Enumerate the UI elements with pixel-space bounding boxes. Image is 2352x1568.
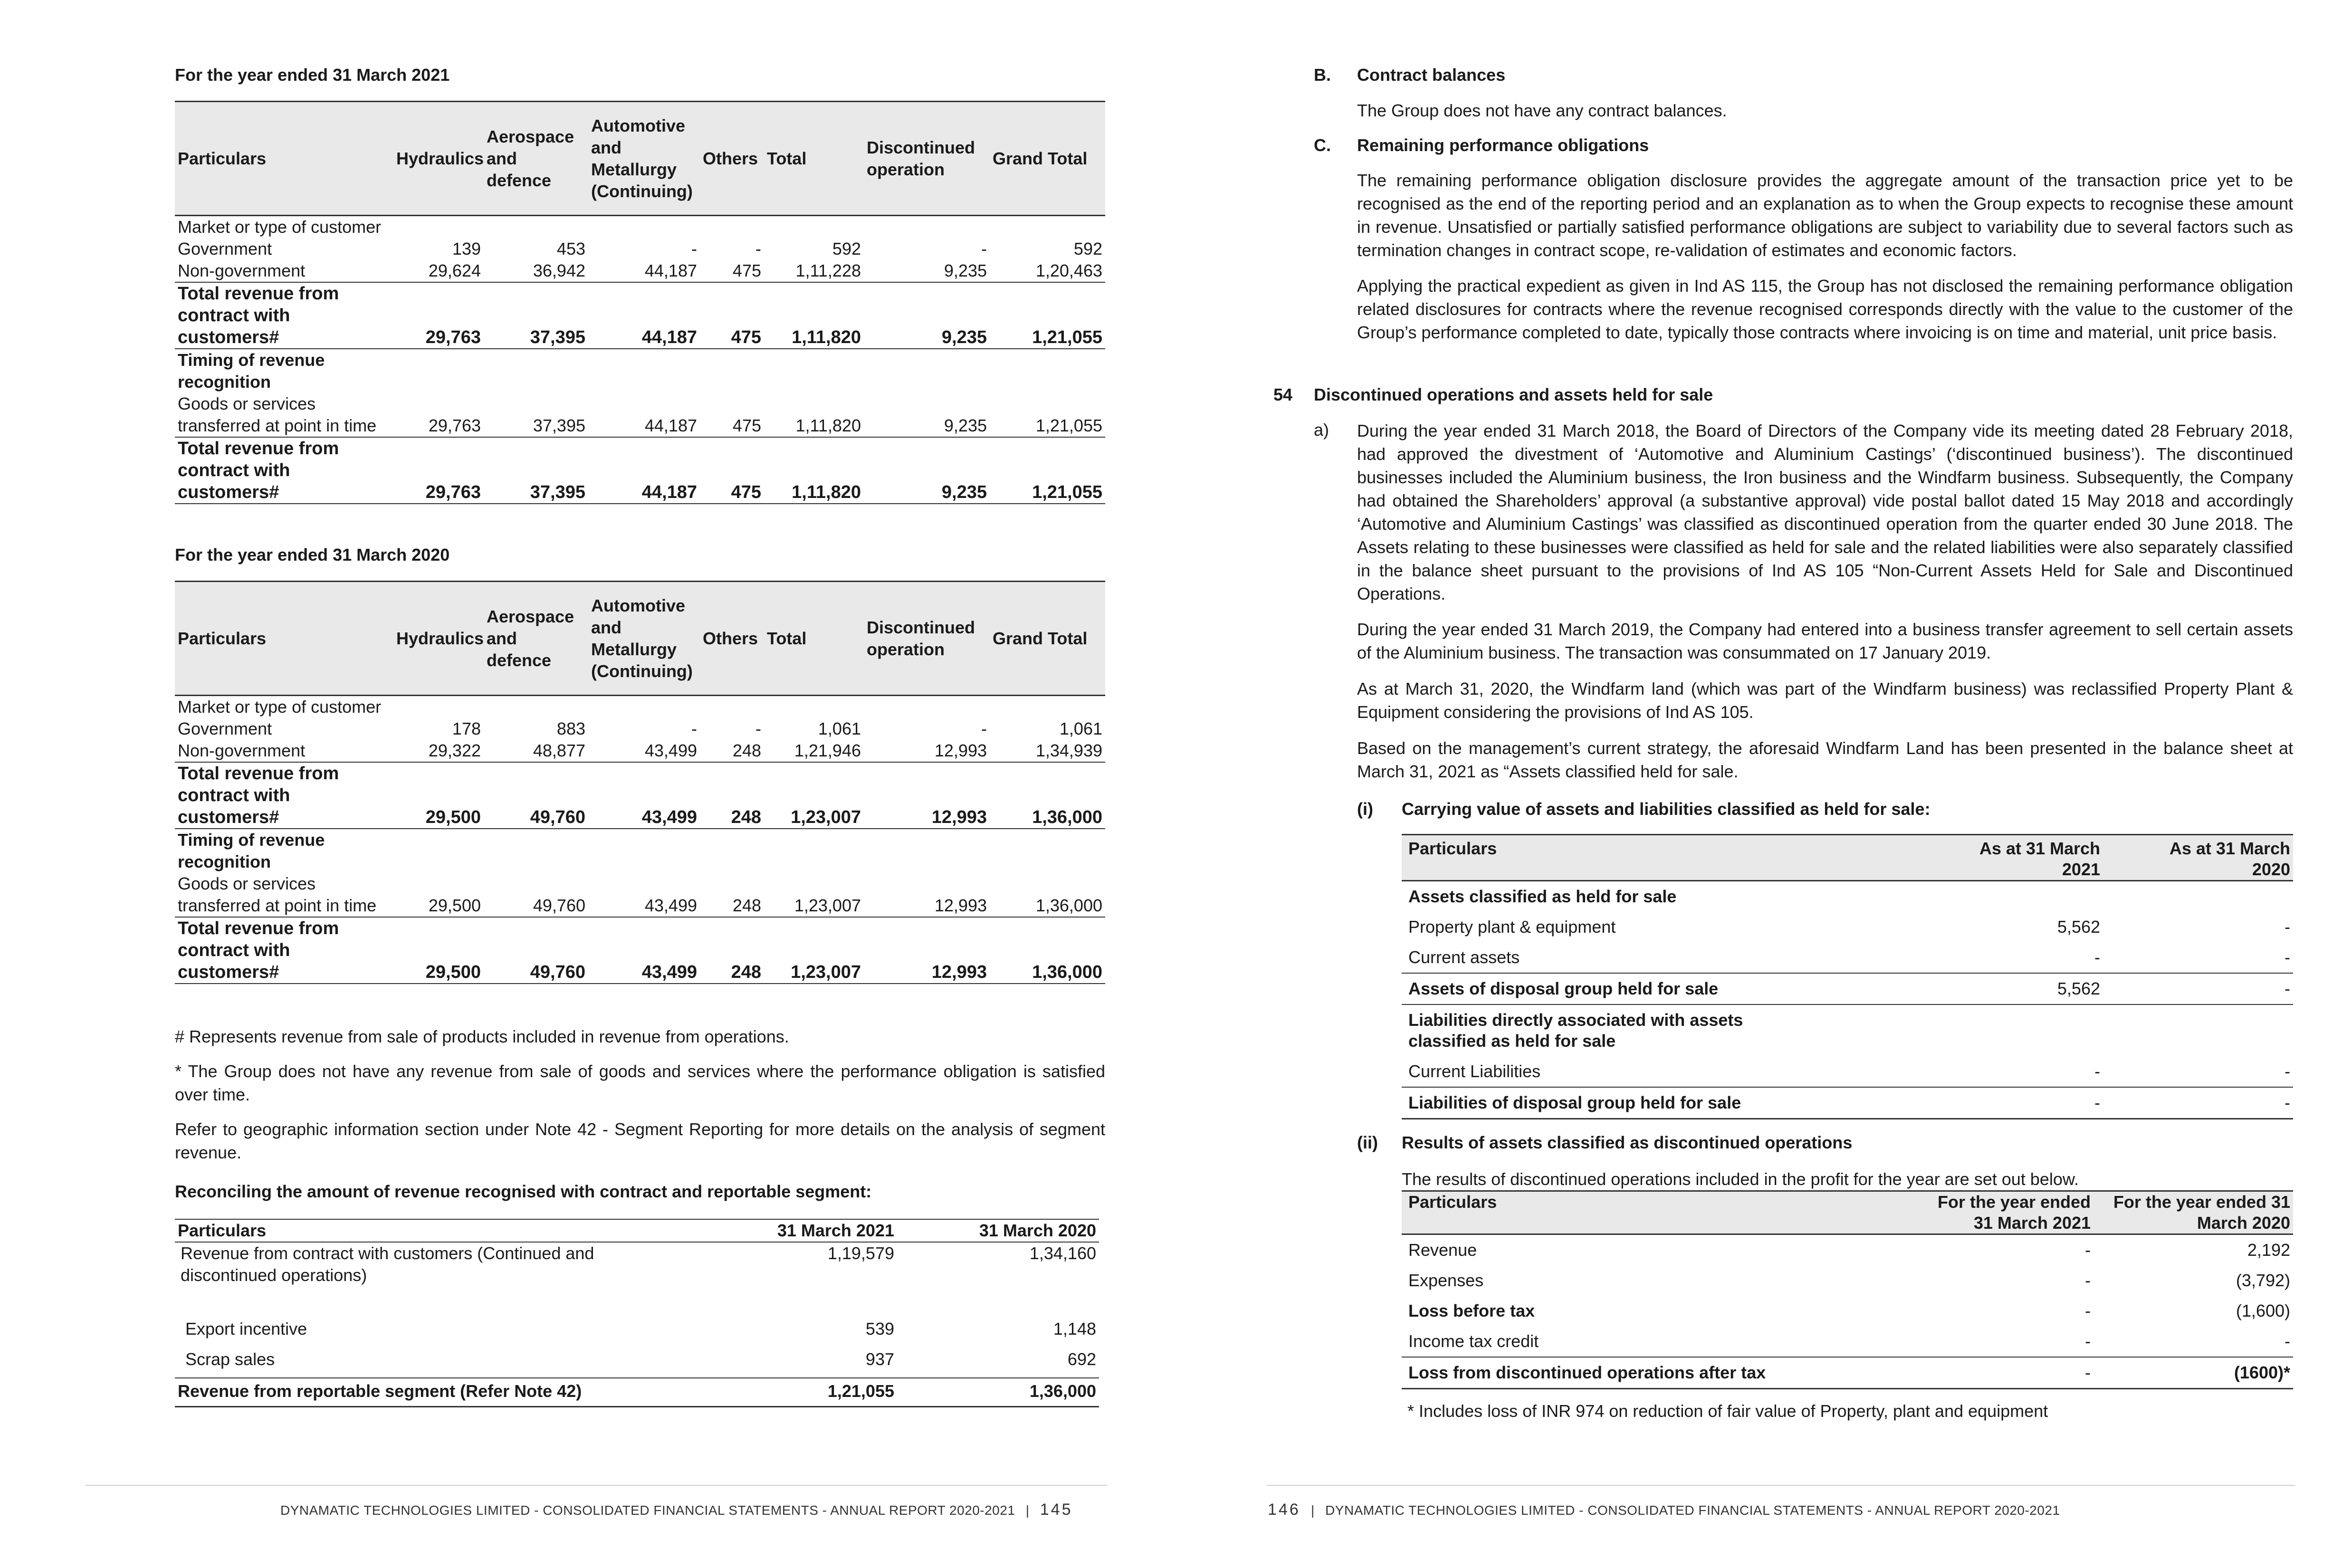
- cell: -: [2094, 1326, 2293, 1357]
- cell: 29,500: [393, 762, 484, 829]
- cell: 43,499: [588, 873, 700, 917]
- cell: 29,500: [393, 873, 484, 917]
- cell: 9,235: [864, 393, 990, 437]
- row-label: Revenue from contract with customers (Continued and discontinued operations): [181, 1243, 594, 1285]
- table-row: [1402, 1087, 2293, 1119]
- row-label: Market or type of customer: [178, 697, 382, 717]
- note-hash: # Represents revenue from sale of products included in revenue from operations.: [175, 1027, 789, 1046]
- sub-title: Results of assets classified as discontinued operations: [1402, 1133, 1853, 1152]
- table-row: [175, 1318, 1099, 1348]
- cell: 43,499: [588, 917, 700, 984]
- sub-title: Carrying value of assets and liabilities classified as held for sale:: [1402, 799, 1931, 819]
- cell: 1,061: [818, 719, 861, 738]
- b-text: The Group does not have any contract balances.: [1357, 101, 1727, 120]
- a-paragraph-4: Based on the management’s current strategy, the aforesaid Windfarm Land has been presented in the balance sheet at March 31, 2021 as “Assets classified held for sale.: [1357, 738, 2293, 781]
- cell: 1,36,000: [990, 917, 1105, 984]
- row-label: Current assets: [1402, 942, 1937, 973]
- table-row: [175, 873, 1105, 917]
- table-row: [175, 740, 1105, 762]
- cell: -: [2103, 1087, 2293, 1119]
- cell: [1937, 1004, 2103, 1056]
- cell: 9,235: [864, 260, 990, 282]
- row-label: Liabilities directly associated with assets classified as held for sale: [1408, 1010, 1743, 1051]
- cell: 29,500: [393, 917, 484, 984]
- table-row: [175, 238, 1105, 260]
- section-title: Contract balances: [1357, 65, 1506, 85]
- cell: 1,20,463: [990, 260, 1105, 282]
- footer-text: DYNAMATIC TECHNOLOGIES LIMITED - CONSOLIDATED FINANCIAL STATEMENTS - ANNUAL REPORT 2020-2021: [280, 1503, 1015, 1518]
- cell: 1,36,000: [990, 762, 1105, 829]
- col-header: Hydraulics: [393, 582, 484, 696]
- item-marker: a): [1314, 420, 1329, 440]
- row-label: Goods or services transferred at point in time: [175, 873, 393, 917]
- left-footer: [280, 1499, 1072, 1520]
- cell: -: [981, 719, 987, 738]
- c-paragraph-2: Applying the practical expedient as given in Ind AS 115, the Group has not disclosed the remaining performance obligation related disclosures for contracts where the revenue recognised corresponds directly with the value to the customer of the Group’s performance completed to date, typically those contracts where invoicing is on time and material, unit price basis.: [1357, 276, 2293, 342]
- col-header: As at 31 March 2020: [2103, 835, 2293, 881]
- row-label: Scrap sales: [185, 1349, 275, 1369]
- sub-number: (ii): [1357, 1133, 1378, 1152]
- cell: 1,21,055: [990, 393, 1105, 437]
- cell: (1,600): [2236, 1301, 2290, 1320]
- cell: 12,993: [864, 740, 990, 762]
- cell: 29,763: [393, 437, 484, 504]
- revenue-table-2020: [175, 581, 1105, 984]
- col-header: Particulars: [175, 102, 393, 216]
- table-row: [175, 762, 1105, 829]
- row-label: Export incentive: [185, 1319, 307, 1339]
- col-header: Aerospace and defence: [484, 582, 588, 696]
- table-row: [175, 917, 1105, 984]
- cell: 49,760: [484, 873, 588, 917]
- cell: 44,187: [588, 282, 700, 349]
- note-refer: Refer to geographic information section under Note 42 - Segment Reporting for more details on the analysis of segment revenue.: [175, 1119, 1105, 1162]
- cell: [1937, 881, 2103, 912]
- table-row: [175, 437, 1105, 504]
- row-label: Market or type of customer: [178, 217, 382, 237]
- cell: 1,23,007: [764, 762, 864, 829]
- cell: 539: [865, 1319, 894, 1339]
- sub-number: (i): [1357, 799, 1373, 819]
- cell: -: [1937, 1056, 2103, 1087]
- cell: 1,11,228: [764, 260, 864, 282]
- row-label: Goods or services transferred at point in time: [175, 393, 393, 437]
- col-header: Particulars: [175, 582, 393, 696]
- table-row: [1402, 942, 2293, 973]
- table-row: [175, 260, 1105, 282]
- col-header: Automotive and Metallurgy (Continuing): [588, 102, 700, 216]
- cell: -: [2103, 942, 2293, 973]
- col-header: Particulars: [1402, 1191, 1910, 1234]
- footer-separator: |: [1311, 1503, 1315, 1518]
- page-number: 145: [1040, 1501, 1073, 1519]
- cell: -: [2085, 1301, 2091, 1320]
- row-label: Expenses: [1408, 1271, 1484, 1290]
- cell: 12,993: [864, 873, 990, 917]
- cell: -: [2103, 973, 2293, 1004]
- footer-divider: [86, 1485, 1107, 1486]
- fy2021-heading: For the year ended 31 March 2021: [175, 65, 450, 85]
- cell: 49,760: [484, 917, 588, 984]
- row-label: Timing of revenue recognition: [178, 830, 325, 871]
- cell: 12,993: [864, 917, 990, 984]
- footnote: * Includes loss of INR 974 on reduction of fair value of Property, plant and equipment: [1407, 1401, 2048, 1421]
- table-row: [175, 1378, 1099, 1407]
- cell: 1,19,579: [827, 1243, 894, 1263]
- cell: 1,23,007: [764, 873, 864, 917]
- footer-text: DYNAMATIC TECHNOLOGIES LIMITED - CONSOLIDATED FINANCIAL STATEMENTS - ANNUAL REPORT 2020-2021: [1325, 1503, 2060, 1518]
- col-header: For the year ended 31 March 2020: [2094, 1191, 2293, 1234]
- table-row: [1402, 1056, 2293, 1087]
- reconcile-heading: Reconciling the amount of revenue recognised with contract and reportable segment:: [175, 1182, 872, 1201]
- cell: 1,061: [1059, 719, 1102, 738]
- table-row: [1402, 1234, 2293, 1266]
- cell: 29,322: [393, 740, 484, 762]
- col-header: For the year ended 31 March 2021: [1910, 1191, 2094, 1234]
- col-header: Others: [700, 102, 764, 216]
- cell: 1,21,946: [764, 740, 864, 762]
- col-header: Grand Total: [990, 582, 1105, 696]
- row-label: Revenue: [1408, 1240, 1477, 1260]
- cell: 49,760: [484, 762, 588, 829]
- cell: 1,36,000: [990, 873, 1105, 917]
- row-label: Total revenue from contract with customers#: [175, 762, 393, 829]
- cell: 1,148: [1053, 1319, 1096, 1339]
- col-header: Hydraulics: [393, 102, 484, 216]
- carrying-value-table: [1402, 834, 2293, 1119]
- cell: 475: [700, 437, 764, 504]
- row-label: Loss from discontinued operations after tax: [1402, 1357, 1910, 1389]
- note-number: 54: [1273, 385, 1293, 404]
- reconcile-table: [175, 1219, 1099, 1407]
- col-header: Aerospace and defence: [484, 102, 588, 216]
- col-header: Automotive and Metallurgy (Continuing): [588, 582, 700, 696]
- revenue-table-2021: [175, 101, 1105, 504]
- footer-divider: [1267, 1485, 2295, 1486]
- cell: -: [2085, 1271, 2091, 1290]
- cell: 592: [832, 239, 861, 258]
- ii-intro: The results of discontinued operations included in the profit for the year are set out below.: [1402, 1169, 2079, 1189]
- cell: [2103, 881, 2293, 912]
- cell: 9,235: [864, 282, 990, 349]
- cell: 37,395: [484, 437, 588, 504]
- row-label: Property plant & equipment: [1408, 917, 1616, 937]
- row-label: Assets of disposal group held for sale: [1402, 973, 1937, 1004]
- cell: 1,23,007: [764, 917, 864, 984]
- col-header: Total: [764, 582, 864, 696]
- cell: 44,187: [588, 393, 700, 437]
- right-footer: [1268, 1499, 2060, 1520]
- section-letter: C.: [1314, 135, 1331, 155]
- table-row: [175, 349, 1105, 393]
- cell: 48,877: [484, 740, 588, 762]
- col-header: Particulars: [175, 1219, 707, 1242]
- cell: 44,187: [588, 260, 700, 282]
- cell: 1,34,939: [990, 740, 1105, 762]
- row-label: Liabilities of disposal group held for sale: [1402, 1087, 1937, 1119]
- cell: 2,192: [2247, 1240, 2290, 1260]
- cell: (3,792): [2236, 1271, 2290, 1290]
- table-row: [1402, 1265, 2293, 1296]
- cell: 29,624: [393, 260, 484, 282]
- row-label: Total revenue from contract with customers#: [175, 282, 393, 349]
- cell: 248: [700, 740, 764, 762]
- row-label: Non-government: [175, 740, 393, 762]
- cell: -: [2085, 1240, 2091, 1260]
- note-title: Discontinued operations and assets held for sale: [1314, 385, 1713, 404]
- cell: -: [981, 239, 987, 258]
- cell: 248: [700, 762, 764, 829]
- col-header: Discontinued operation: [864, 582, 990, 696]
- cell: 178: [452, 719, 481, 738]
- col-header: Discontinued operation: [864, 102, 990, 216]
- row-label: Total revenue from contract with customers#: [175, 917, 393, 984]
- cell: -: [691, 719, 697, 738]
- cell: 1,21,055: [707, 1378, 897, 1407]
- col-header: 31 March 2020: [897, 1219, 1099, 1242]
- section-letter: B.: [1314, 65, 1331, 85]
- cell: -: [691, 239, 697, 258]
- cell: 43,499: [588, 762, 700, 829]
- col-header: 31 March 2021: [707, 1219, 897, 1242]
- col-header: Particulars: [1402, 835, 1937, 881]
- col-header: Total: [764, 102, 864, 216]
- page-number: 146: [1268, 1501, 1300, 1519]
- row-label: Government: [178, 239, 272, 258]
- cell: -: [2103, 1056, 2293, 1087]
- table-row: [1402, 1296, 2293, 1326]
- table-row: [175, 718, 1105, 740]
- a-paragraph-2: During the year ended 31 March 2019, the Company had entered into a business transfer agreement to sell certain assets of the Aluminium business. The transaction was consummated on 17 January 2019.: [1357, 620, 2293, 662]
- cell: 37,395: [484, 282, 588, 349]
- cell: -: [1910, 1357, 2094, 1389]
- cell: 475: [700, 260, 764, 282]
- note-star: * The Group does not have any revenue from sale of goods and services where the performance obligation is satisfied over time.: [175, 1061, 1105, 1104]
- col-header: Grand Total: [990, 102, 1105, 216]
- cell: 1,11,820: [764, 437, 864, 504]
- table-row: [175, 829, 1105, 873]
- table-row: [175, 1348, 1099, 1378]
- table-row: [1402, 1357, 2293, 1389]
- cell: 475: [700, 282, 764, 349]
- cell: [2103, 1004, 2293, 1056]
- footer-separator: |: [1025, 1503, 1030, 1518]
- cell: 475: [700, 393, 764, 437]
- fy2020-heading: For the year ended 31 March 2020: [175, 545, 450, 564]
- cell: 248: [700, 873, 764, 917]
- cell: 1,11,820: [764, 282, 864, 349]
- row-label: Current Liabilities: [1402, 1056, 1937, 1087]
- a-paragraph-3: As at March 31, 2020, the Windfarm land (which was part of the Windfarm business) was reclassified Property Plant & Equipment considering the provisions of Ind AS 105.: [1357, 679, 2293, 722]
- row-label: Non-government: [175, 260, 393, 282]
- col-header: As at 31 March 2021: [1937, 835, 2103, 881]
- table-row: [175, 282, 1105, 349]
- cell: 883: [556, 719, 585, 738]
- table-row: [175, 1242, 1099, 1318]
- cell: 29,763: [393, 282, 484, 349]
- cell: 5,562: [1937, 973, 2103, 1004]
- row-label: Timing of revenue recognition: [178, 350, 325, 392]
- cell: -: [1937, 1087, 2103, 1119]
- cell: 37,395: [484, 393, 588, 437]
- results-table: [1402, 1190, 2293, 1389]
- cell: 1,11,820: [764, 393, 864, 437]
- cell: (1600)*: [2094, 1357, 2293, 1389]
- cell: 592: [1073, 239, 1102, 258]
- row-label: Income tax credit: [1402, 1326, 1910, 1357]
- table-row: [1402, 1004, 2293, 1056]
- row-label: Government: [178, 719, 272, 738]
- a-paragraph-1: During the year ended 31 March 2018, the Board of Directors of the Company vide its meeting dated 28 February 2018, had approved the divestment of ‘Automotive and Aluminium Castings’ (‘discontinued business’). The discontinued businesses included the Aluminium business, the Iron business and the Windfarm business. Subsequently, the Company had obtained the Shareholders’ approval (a substantive approval) vide postal ballot dated 15 May 2018 and accordingly ‘Automotive and Aluminium Castings’ was classified as discontinued operation from the quarter ended 30 June 2018. The Assets relating to these businesses were classified as held for sale and the related liabilities were also separately classified in the balance sheet pursuant to the provisions of Ind AS 105 “Non-Current Assets Held for Sale and Discontinued Operations.: [1357, 421, 2293, 603]
- cell: 1,36,000: [897, 1378, 1099, 1407]
- section-title: Remaining performance obligations: [1357, 135, 1649, 155]
- cell: 453: [556, 239, 585, 258]
- cell: 139: [452, 239, 481, 258]
- cell: 12,993: [864, 762, 990, 829]
- table-row: [1402, 973, 2293, 1004]
- cell: -: [755, 239, 761, 258]
- cell: 1,21,055: [990, 282, 1105, 349]
- row-label: Assets classified as held for sale: [1408, 887, 1677, 906]
- cell: -: [1910, 1326, 2094, 1357]
- table-row: [1402, 1326, 2293, 1357]
- cell: 29,763: [393, 393, 484, 437]
- cell: -: [755, 719, 761, 738]
- col-header: Others: [700, 582, 764, 696]
- cell: 937: [865, 1349, 894, 1369]
- row-label: Loss before tax: [1408, 1301, 1535, 1320]
- cell: -: [1937, 942, 2103, 973]
- cell: 1,34,160: [1029, 1243, 1096, 1263]
- row-label: Revenue from reportable segment (Refer Note 42): [175, 1378, 707, 1407]
- cell: 692: [1067, 1349, 1096, 1369]
- table-row: [1402, 881, 2293, 912]
- cell: 248: [700, 917, 764, 984]
- table-row: [1402, 912, 2293, 942]
- cell: 44,187: [588, 437, 700, 504]
- c-paragraph-1: The remaining performance obligation disclosure provides the aggregate amount of the transaction price yet to be recognised as the end of the reporting period and an explanation as to when the Group expects to recognise these amount in revenue. Unsatisfied or partially satisfied performance obligations are subject to variability due to several factors such as termination changes in contract scope, re-validation of estimates and economic factors.: [1357, 171, 2293, 260]
- cell: 9,235: [864, 437, 990, 504]
- row-label: Total revenue from contract with customers#: [175, 437, 393, 504]
- cell: 1,21,055: [990, 437, 1105, 504]
- cell: 5,562: [2057, 917, 2100, 937]
- cell: -: [2285, 917, 2290, 937]
- cell: 36,942: [484, 260, 588, 282]
- table-row: [175, 393, 1105, 437]
- cell: 43,499: [588, 740, 700, 762]
